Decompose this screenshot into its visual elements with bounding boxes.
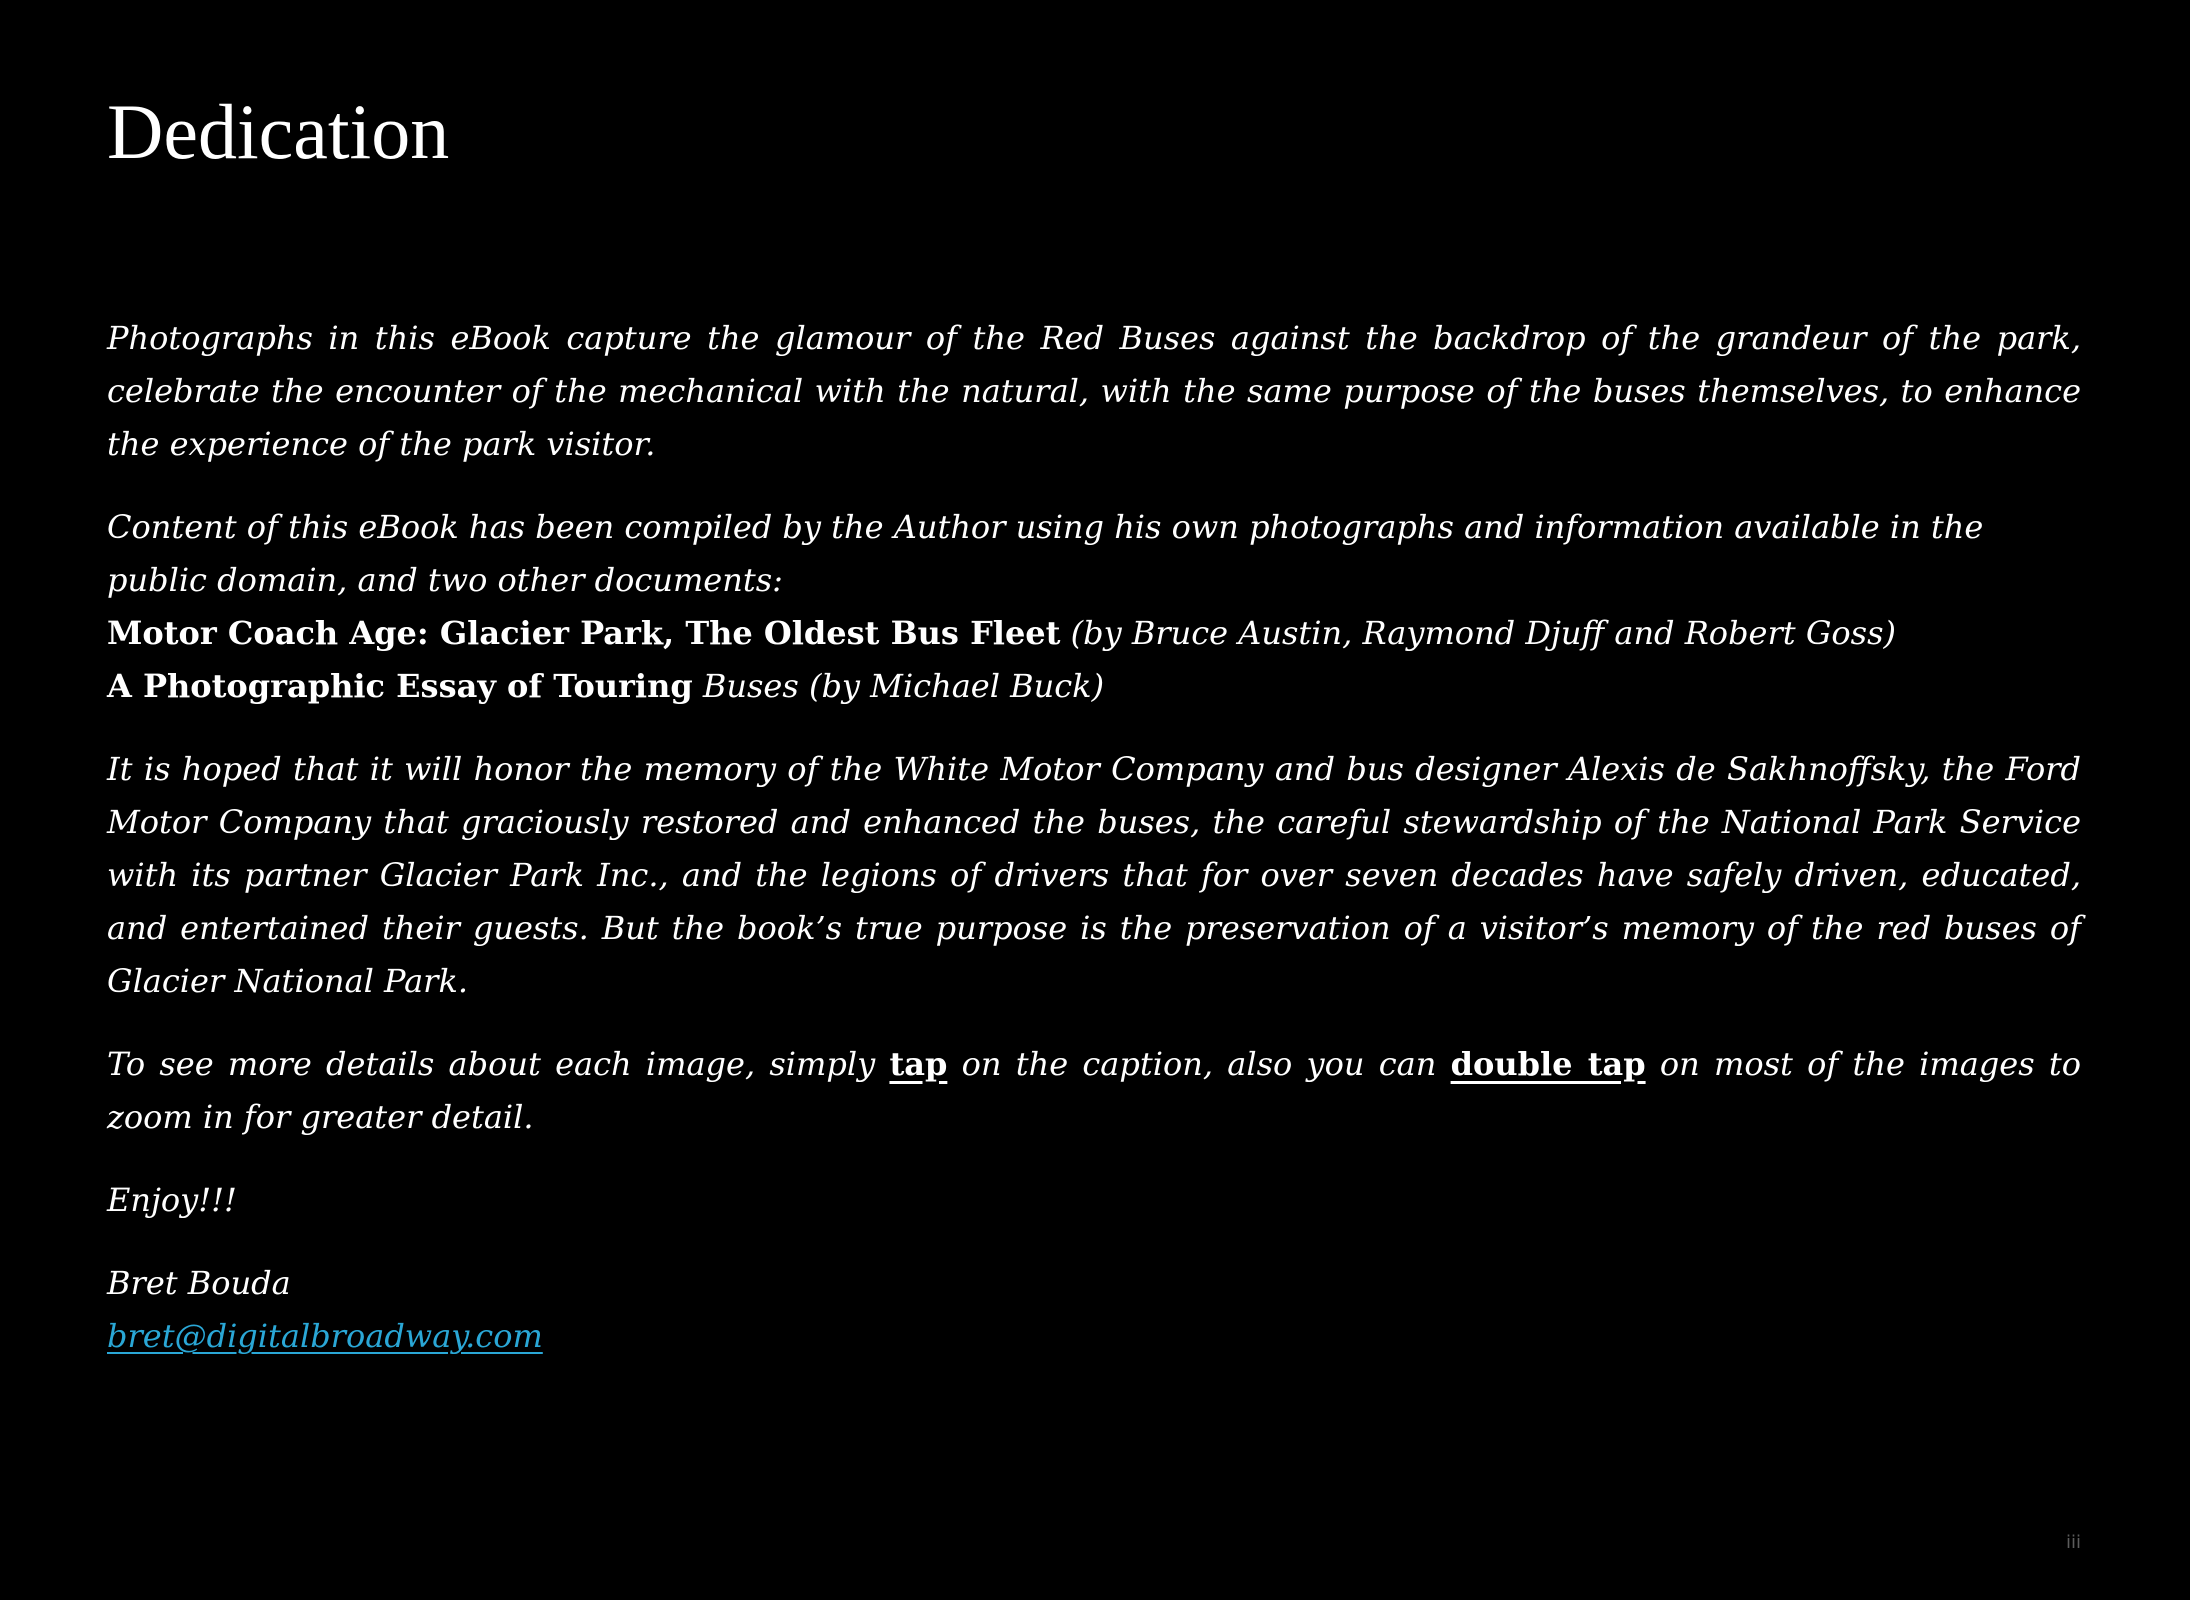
instructions-paragraph bbox=[107, 1038, 2081, 1144]
page-number: iii bbox=[2065, 1532, 2081, 1553]
enjoy-line: Enjoy!!! bbox=[107, 1181, 237, 1219]
honor-paragraph: It is hoped that it will honor the memory of the White Motor Company and bus designer Alexis de Sakhnoffsky, the Ford Motor Company that graciously restored and enhanced the buses, the careful stewardship of the National Park Service with its partner Glacier Park Inc., and the legions of drivers that for over seven decades have safely driven, educated, and entertained their guests. But the book’s true purpose is the preservation of a visitor’s memory of the red buses of Glacier National Park. bbox=[107, 750, 2081, 1000]
signature-block bbox=[107, 1257, 2081, 1363]
source-document-title: A Photographic Essay of Touring bbox=[107, 667, 693, 705]
source-document-title: Motor Coach Age: Glacier Park, The Oldest Bus Fleet bbox=[107, 614, 1061, 652]
author-name: Bret Bouda bbox=[107, 1264, 291, 1302]
sources-intro: Content of this eBook has been compiled by the Author using his own photographs and information available in the public domain, and two other documents: bbox=[107, 508, 1984, 599]
source-document-authors: (by Bruce Austin, Raymond Djuff and Robert Goss) bbox=[1060, 614, 1896, 652]
intro-paragraph: Photographs in this eBook capture the glamour of the Red Buses against the backdrop of the grandeur of the park, celebrate the encounter of the mechanical with the natural, with the same purpose of the buses themselves, to enhance the experience of the park visitor. bbox=[107, 319, 2081, 463]
sources-paragraph bbox=[107, 501, 2081, 713]
source-document-authors: Buses (by Michael Buck) bbox=[692, 667, 1105, 705]
page-title: Dedication bbox=[107, 88, 450, 175]
instructions-text: on most of the images to zoom in for greater detail. bbox=[107, 1045, 2082, 1136]
source-document-1 bbox=[107, 607, 2081, 660]
instructions-text: To see more details about each image, simply bbox=[107, 1045, 890, 1083]
source-document-2 bbox=[107, 660, 2081, 713]
tap-keyword: tap bbox=[889, 1045, 948, 1083]
instructions-text: on the caption, also you can bbox=[947, 1045, 1451, 1083]
double-tap-keyword: double tap bbox=[1450, 1045, 1646, 1083]
dedication-body bbox=[107, 312, 2081, 1393]
author-email-link[interactable]: bret@digitalbroadway.com bbox=[107, 1317, 543, 1355]
